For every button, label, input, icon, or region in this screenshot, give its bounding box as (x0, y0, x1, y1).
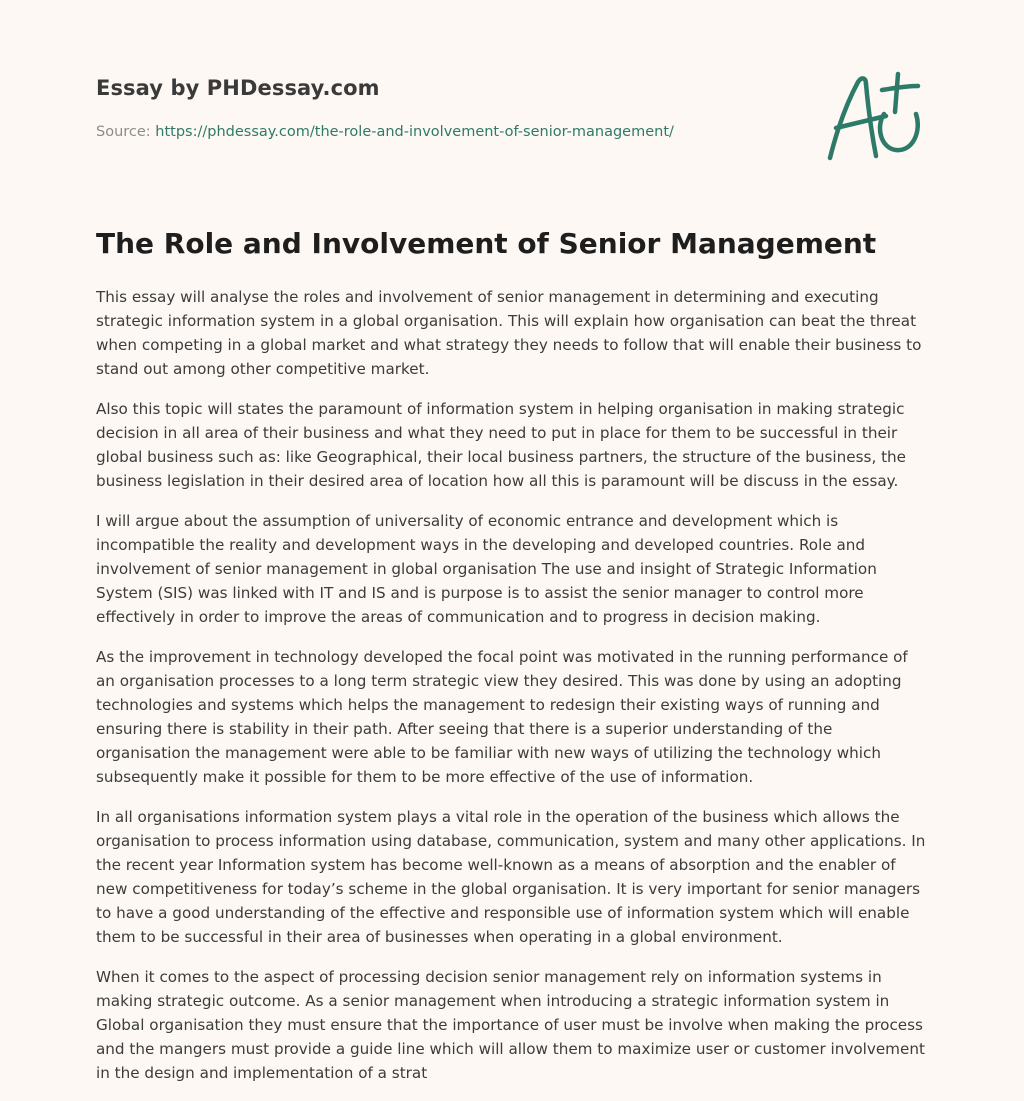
a-plus-logo-icon (822, 68, 932, 168)
site-brand: Essay by PHDessay.com (96, 76, 380, 100)
essay-paragraph: This essay will analyse the roles and involvement of senior management in determining and executing strategic information system in a global organisation. This will explain how organisation can beat the threat when competing in a global market and what strategy they needs to follow that will enable their business to stand out among other competitive market. (96, 288, 922, 378)
essay-body (96, 285, 930, 1101)
essay-paragraph: I will argue about the assumption of universality of economic entrance and development which is incompatible the reality and development ways in the developing and developed countries. Role and involvement of senior management in global organisation The use and insight of Strategic Information System (SIS) was linked with IT and IS and is purpose is to assist the senior manager to control more effectively in order to improve the areas of communication and to progress in decision making. (96, 512, 877, 626)
source-line (96, 124, 674, 140)
source-link[interactable]: https://phdessay.com/the-role-and-involvement-of-senior-management/ (155, 124, 674, 140)
essay-paragraph: As the improvement in technology developed the focal point was motivated in the running performance of an organisation processes to a long term strategic view they desired. This was done by using an adopting technologies and systems which helps the management to redesign their existing ways of running and ensuring there is stability in their path. After seeing that there is a superior understanding of the organisation the management were able to be familiar with new ways of utilizing the technology which subsequently make it possible for them to be more effective of the use of information. (96, 648, 908, 786)
source-label: Source: (96, 124, 156, 140)
essay-paragraph: When it comes to the aspect of processing decision senior management rely on information systems in making strategic outcome. As a senior management when introducing a strategic information system in Global organisation they must ensure that the importance of user must be involve when making the process and the mangers must provide a guide line which will allow them to maximize user or customer involvement in the design and implementation of a strat (96, 968, 925, 1082)
essay-paragraph: In all organisations information system plays a vital role in the operation of the business which allows the organisation to process information using database, communication, system and many other applications. In the recent year Information system has become well-known as a means of absorption and the enabler of new competitiveness for today’s scheme in the global organisation. It is very important for senior managers to have a good understanding of the effective and responsible use of information system which will enable them to be successful in their area of businesses when operating in a global environment. (96, 808, 926, 946)
essay-paragraph: Also this topic will states the paramount of information system in helping organisation in making strategic decision in all area of their business and what they need to put in place for them to be successful in their global business such as: like Geographical, their local business partners, the structure of the business, the business legislation in their desired area of location how all this is paramount will be discuss in the essay. (96, 400, 907, 490)
essay-title: The Role and Involvement of Senior Management (96, 227, 877, 260)
